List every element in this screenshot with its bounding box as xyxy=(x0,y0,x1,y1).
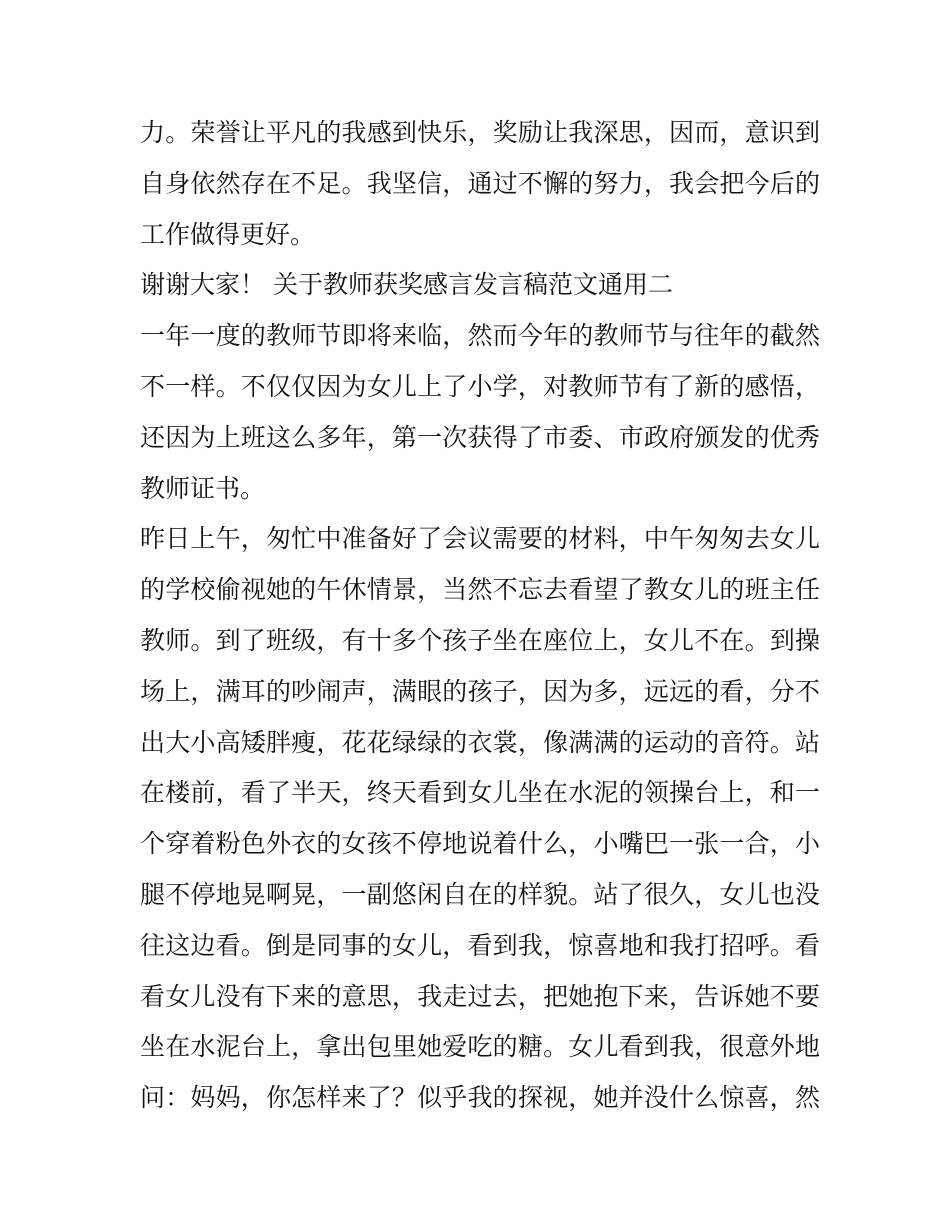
text-line: 自身依然存在不足。我坚信，通过不懈的努力，我会把今后的 xyxy=(140,168,820,198)
text-line: 力。荣誉让平凡的我感到快乐，奖励让我深思，因而，意识到 xyxy=(140,118,820,147)
text-line: 出大小高矮胖瘦，花花绿绿的衣裳，像满满的运动的音符。站 xyxy=(140,727,820,757)
text-line: 在楼前，看了半天，终天看到女儿坐在水泥的领操台上，和一 xyxy=(140,778,820,808)
text-line: 工作做得更好。 xyxy=(140,219,316,249)
text-line: 不一样。不仅仅因为女儿上了小学，对教师节有了新的感悟， xyxy=(140,371,820,401)
text-line: 问：妈妈，你怎样来了？似乎我的探视，她并没什么惊喜，然 xyxy=(140,1083,820,1113)
text-line: 教师证书。 xyxy=(140,473,266,503)
text-line: 坐在水泥台上，拿出包里她爱吃的糖。女儿看到我，很意外地 xyxy=(140,1032,820,1062)
text-line: 场上，满耳的吵闹声，满眼的孩子，因为多，远远的看，分不 xyxy=(140,676,820,706)
text-line: 昨日上午，匆忙中准备好了会议需要的材料，中午匆匆去女儿 xyxy=(140,524,820,554)
text-line: 腿不停地晃啊晃，一副悠闲自在的样貌。站了很久，女儿也没 xyxy=(140,879,820,909)
text-line: 还因为上班这么多年，第一次获得了市委、市政府颁发的优秀 xyxy=(140,422,820,452)
text-line: 一年一度的教师节即将来临，然而今年的教师节与往年的截然 xyxy=(140,321,820,351)
text-line: 教师。到了班级，有十多个孩子坐在座位上，女儿不在。到操 xyxy=(140,625,820,655)
text-line: 个穿着粉色外衣的女孩不停地说着什么，小嘴巴一张一合，小 xyxy=(140,829,820,859)
text-line: 的学校偷视她的午休情景，当然不忘去看望了教女儿的班主任 xyxy=(140,575,820,605)
body-text xyxy=(140,108,820,1124)
text-line: 往这边看。倒是同事的女儿，看到我，惊喜地和我打招呼。看 xyxy=(140,930,820,960)
text-line: 看女儿没有下来的意思，我走过去，把她抱下来，告诉她不要 xyxy=(140,981,820,1011)
section-heading: 谢谢大家！ 关于教师获奖感言发言稿范文通用二 xyxy=(140,270,673,300)
